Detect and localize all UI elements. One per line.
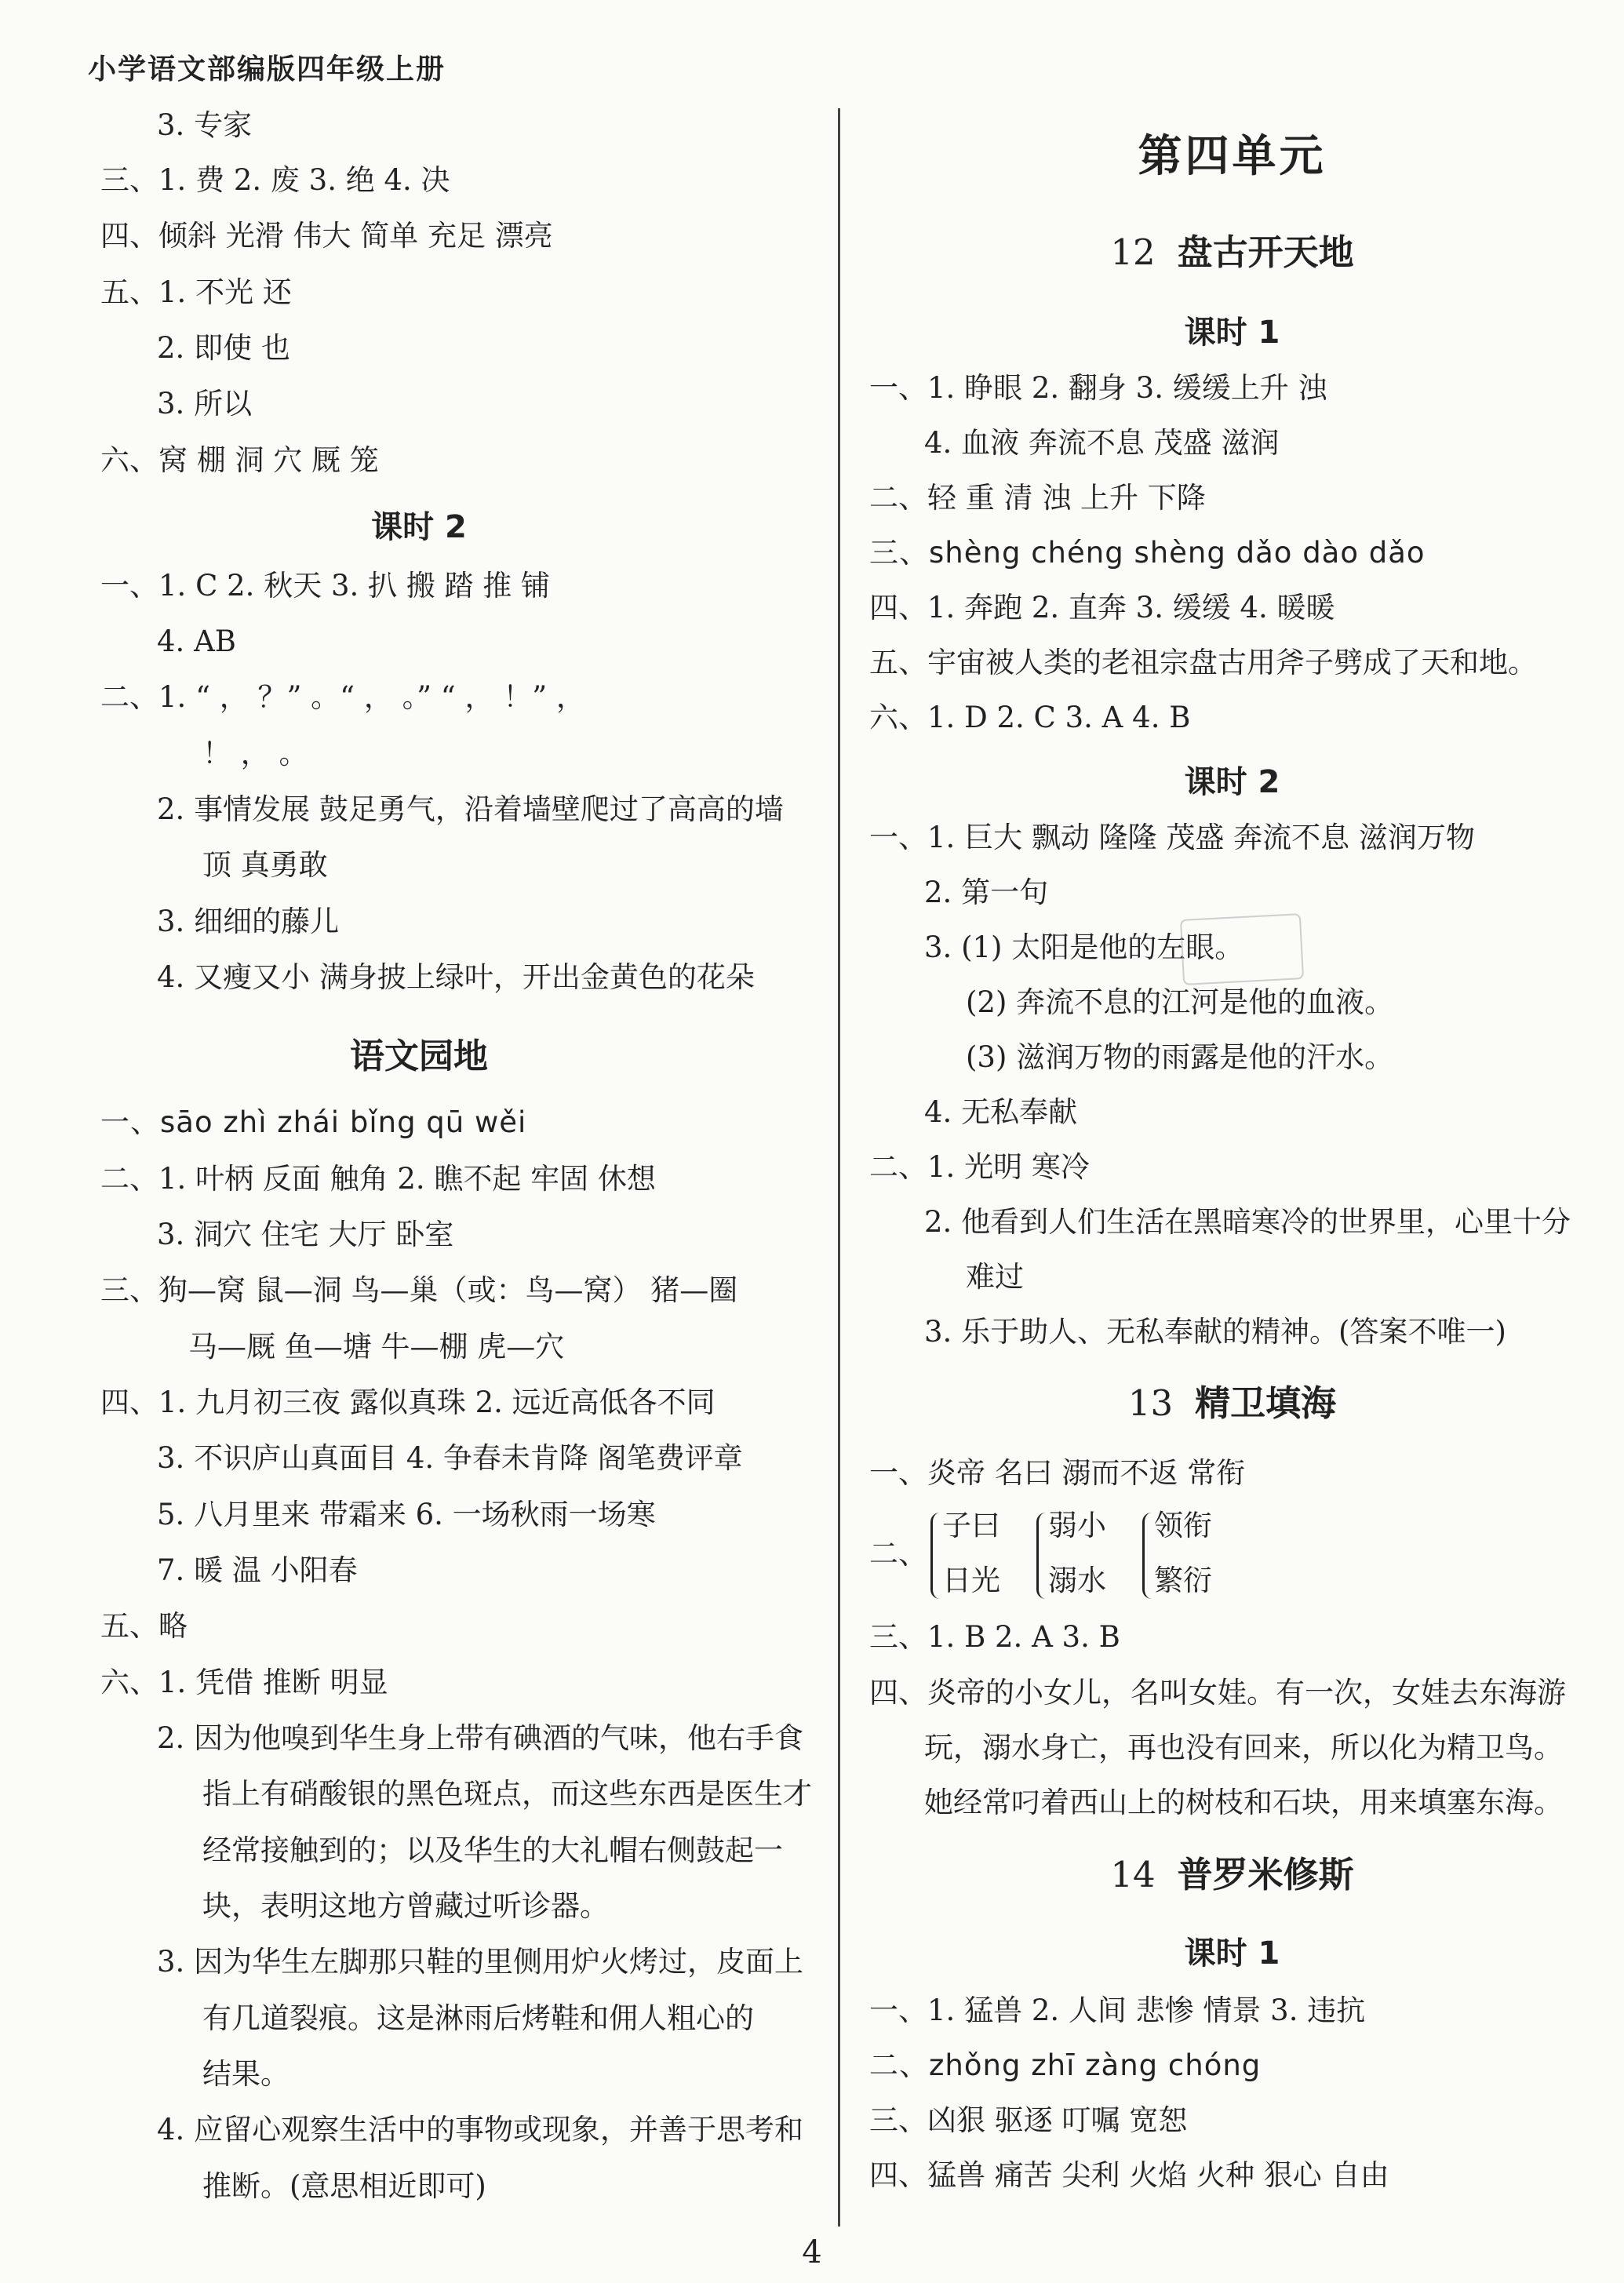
answer-line: (3) 滋润万物的雨露是他的汗水。 <box>966 1040 1394 1074</box>
lesson-number: 12 <box>1110 231 1156 273</box>
answer-line: 5. 八月里来 带霜来 6. 一场秋雨一场寒 <box>157 1498 656 1531</box>
answer-line: 玩，溺水身亡，再也没有回来，所以化为精卫鸟。 <box>924 1731 1563 1764</box>
answer-line: 有几道裂痕。这是淋雨后烤鞋和佣人粗心的 <box>202 2001 754 2035</box>
answer-line: 7. 暖 温 小阳春 <box>157 1553 358 1587</box>
answer-line: 三、1. B 2. A 3. B <box>869 1620 1120 1654</box>
answer-line: 3. 不识庐山真面目 4. 争春未肯降 阁笔费评章 <box>157 1441 743 1475</box>
answer-line: 3. (1) 太阳是他的左眼。 <box>924 930 1244 964</box>
lesson-title: 精卫填海 <box>1195 1382 1337 1424</box>
answer-line: 2. 事情发展 鼓足勇气，沿着墙壁爬过了高高的墙 <box>157 792 784 826</box>
answer-line: 二、轻 重 清 浊 上升 下降 <box>869 481 1206 515</box>
page-header-title: 小学语文部编版四年级上册 <box>88 53 446 86</box>
answer-line: 经常接触到的；以及华生的大礼帽右侧鼓起一 <box>202 1833 783 1867</box>
lesson-number: 13 <box>1127 1382 1174 1424</box>
answer-line: 一、1. C 2. 秋天 3. 扒 搬 踏 推 铺 <box>100 569 551 603</box>
answer-line: 顶 真勇敢 <box>202 848 328 882</box>
lesson-title: 盘古开天地 <box>1177 231 1354 273</box>
answer-line: 块，表明这地方曾藏过听诊器。 <box>202 1889 609 1923</box>
answer-line: 六、1. 凭借 推断 明显 <box>100 1666 388 1699</box>
answer-line: 3. 所以 <box>157 387 253 421</box>
answer-line: 四、1. 奔跑 2. 直奔 3. 缓缓 4. 暖暖 <box>869 591 1335 624</box>
answer-line: 4. 应留心观察生活中的事物或现象，并善于思考和 <box>157 2113 804 2146</box>
column-divider <box>838 108 840 2227</box>
answer-line: 二、zhǒng zhī zàng chóng <box>869 2048 1262 2082</box>
answer-line: 四、1. 九月初三夜 露似真珠 2. 远近高低各不同 <box>100 1385 716 1419</box>
answer-line-prefix: 二、 <box>869 1537 927 1571</box>
answer-line: 指上有硝酸银的黑色斑点，而这些东西是医生才 <box>202 1777 812 1811</box>
answer-line: 一、炎帝 名曰 溺而不返 常衔 <box>869 1456 1246 1490</box>
answer-line: 3. 因为华生左脚那只鞋的里侧用炉火烤过，皮面上 <box>157 1945 804 1979</box>
answer-line: 三、1. 费 2. 废 3. 绝 4. 决 <box>100 163 450 197</box>
answer-line: 4. 血液 奔流不息 茂盛 滋润 <box>924 426 1280 460</box>
answer-line: 二、1. “ ， ？” 。“ ， 。” “ ， ！” ， <box>100 680 585 714</box>
answer-line: (2) 奔流不息的江河是他的血液。 <box>966 985 1394 1019</box>
answer-line: 2. 因为他嗅到华生身上带有碘酒的气味，他右手食 <box>157 1721 804 1755</box>
word-group-item: 弱小 <box>1048 1509 1106 1542</box>
answer-line: ！ ， 。 <box>202 737 308 770</box>
answer-line: 4. 无私奉献 <box>924 1095 1078 1129</box>
watermark-stamp <box>1180 913 1304 985</box>
answer-line: 3. 细细的藤儿 <box>157 905 340 938</box>
answer-line: 她经常叼着西山上的树枝和石块，用来填塞东海。 <box>924 1786 1563 1819</box>
answer-line: 四、猛兽 痛苦 尖利 火焰 火种 狠心 自由 <box>869 2158 1389 2192</box>
answer-line: 六、窝 棚 洞 穴 厩 笼 <box>100 443 379 477</box>
answer-line: 2. 即使 也 <box>157 331 290 365</box>
answer-line: 4. AB <box>157 624 236 658</box>
answer-line: 三、狗—窝 鼠—洞 鸟—巢（或：鸟—窝） 猪—圈 <box>100 1273 738 1307</box>
answer-line: 一、1. 猛兽 2. 人间 悲惨 情景 3. 违抗 <box>869 1994 1366 2027</box>
answer-line: 3. 洞穴 住宅 大厅 卧室 <box>157 1218 454 1251</box>
word-group-item: 子曰 <box>942 1509 1000 1542</box>
section-heading-keshi-2: 课时 2 <box>371 509 467 545</box>
answer-line: 2. 第一句 <box>924 876 1049 909</box>
page-number: 4 <box>802 2234 822 2270</box>
section-heading-keshi-1: 课时 1 <box>1184 1935 1280 1972</box>
answer-line: 四、炎帝的小女儿，名叫女娃。有一次，女娃去东海游 <box>869 1676 1566 1710</box>
section-heading-yuwen-yuandi: 语文园地 <box>350 1036 488 1076</box>
answer-line: 一、1. 睁眼 2. 翻身 3. 缓缓上升 浊 <box>869 371 1327 405</box>
lesson-14-heading <box>840 1846 1624 1897</box>
answer-line: 马—厩 鱼—塘 牛—棚 虎—穴 <box>188 1330 565 1364</box>
answer-line: 2. 他看到人们生活在黑暗寒冷的世界里，心里十分 <box>924 1205 1571 1239</box>
lesson-title: 普罗米修斯 <box>1177 1854 1354 1895</box>
section-heading-keshi-2: 课时 2 <box>1184 764 1280 800</box>
lesson-12-heading <box>840 224 1624 275</box>
answer-line: 难过 <box>966 1260 1024 1294</box>
lesson-number: 14 <box>1110 1854 1156 1895</box>
answer-line: 4. 又瘦又小 满身披上绿叶，开出金黄色的花朵 <box>157 960 755 994</box>
word-group-item: 日光 <box>942 1564 1000 1597</box>
answer-line: 3. 乐于助人、无私奉献的精神。(答案不唯一) <box>924 1315 1506 1349</box>
section-heading-keshi-1: 课时 1 <box>1184 315 1280 351</box>
unit-title: 第四单元 <box>1138 131 1327 182</box>
answer-line: 二、1. 叶柄 反面 触角 2. 瞧不起 牢固 休想 <box>100 1162 656 1196</box>
word-group-item: 领衔 <box>1154 1509 1212 1542</box>
answer-line: 五、略 <box>100 1609 188 1643</box>
answer-line: 二、1. 光明 寒冷 <box>869 1150 1090 1184</box>
word-group-item: 溺水 <box>1048 1564 1106 1597</box>
answer-line: 结果。 <box>202 2057 289 2091</box>
answer-line: 三、shèng chéng shèng dǎo dào dǎo <box>869 536 1426 570</box>
answer-line: 一、sāo zhì zhái bǐng qū wěi <box>100 1105 527 1139</box>
answer-line: 六、1. D 2. C 3. A 4. B <box>869 701 1191 734</box>
answer-line: 3. 专家 <box>157 108 253 142</box>
answer-line: 四、倾斜 光滑 伟大 简单 充足 漂亮 <box>100 219 553 253</box>
lesson-13-heading <box>840 1375 1624 1426</box>
answer-line: 三、凶狠 驱逐 叮嘱 宽恕 <box>869 2103 1188 2137</box>
answer-line: 一、1. 巨大 飘动 隆隆 茂盛 奔流不息 滋润万物 <box>869 821 1475 854</box>
answer-line: 五、1. 不光 还 <box>100 275 292 309</box>
answer-line: 推断。(意思相近即可) <box>202 2169 486 2203</box>
answer-line: 五、宇宙被人类的老祖宗盘古用斧子劈成了天和地。 <box>869 646 1537 679</box>
word-group-item: 繁衍 <box>1154 1564 1212 1597</box>
